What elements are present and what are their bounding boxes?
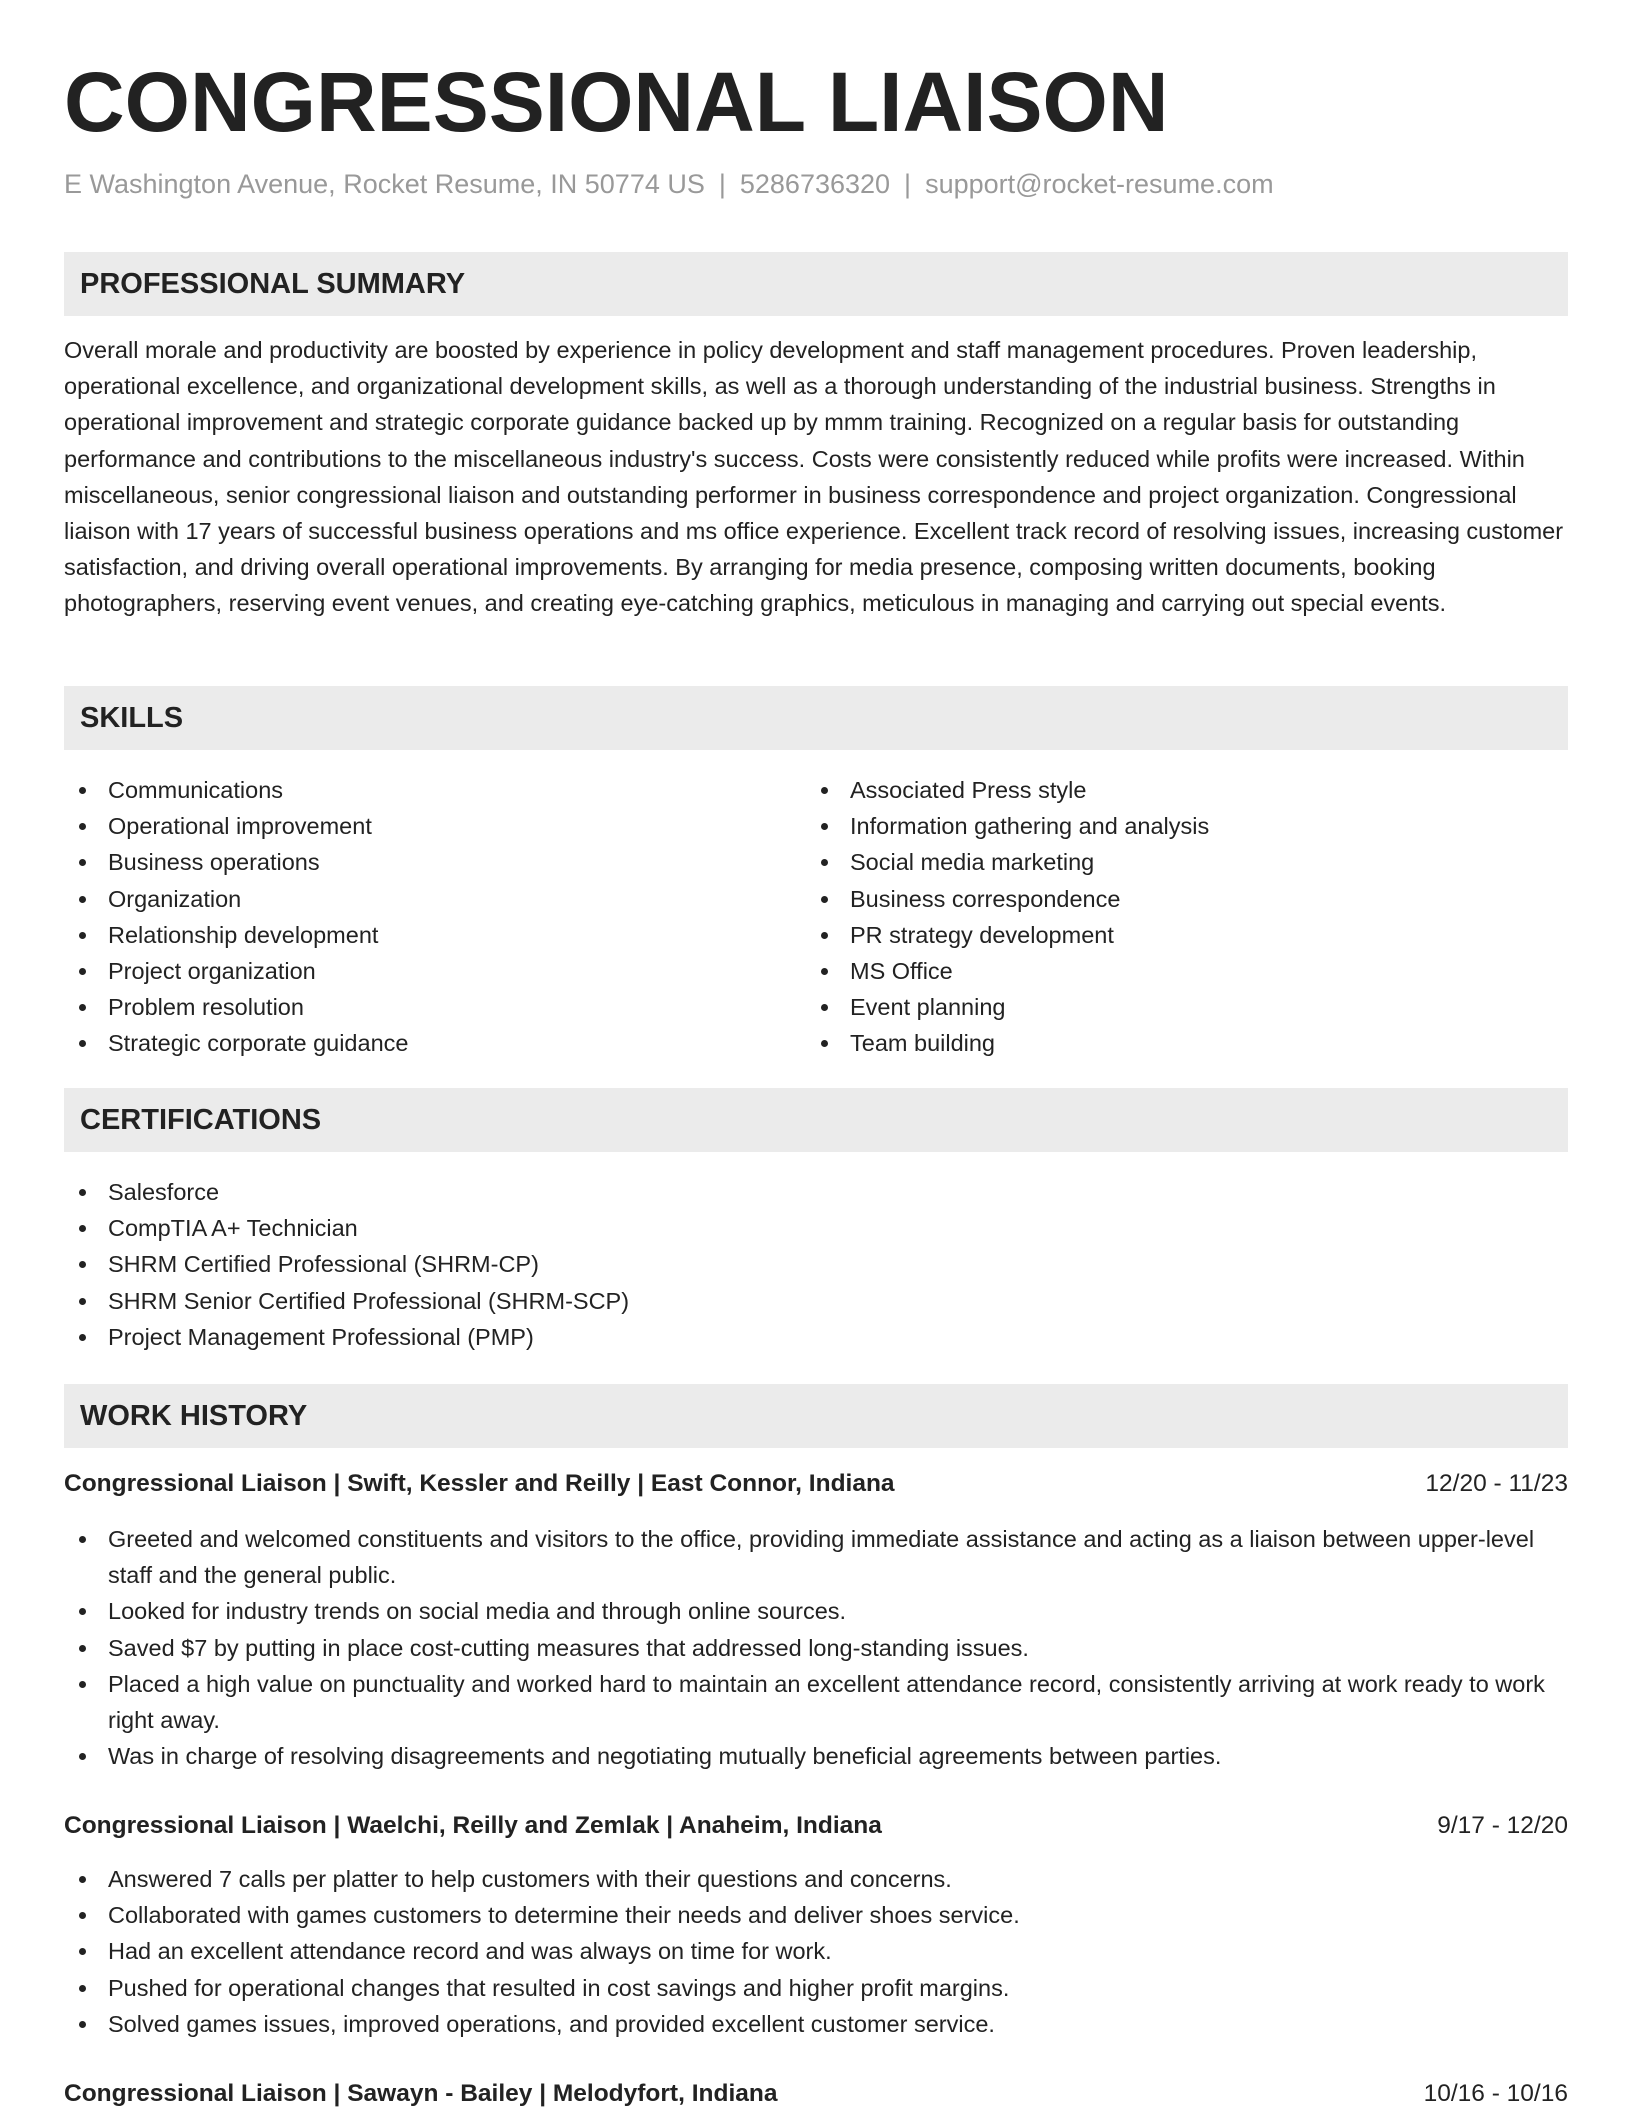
contact-address: E Washington Avenue, Rocket Resume, IN 50774 US [64,169,705,199]
skill-item: Communications [64,772,804,808]
skill-item: PR strategy development [806,917,1546,953]
certifications-list [64,1174,1568,1355]
job-dates: 10/16 - 10/16 [1423,2080,1568,2107]
job-bullet: Pushed for operational changes that resulted in cost savings and higher profit margins. [64,1970,1568,2006]
job-title: Congressional Liaison | Waelchi, Reilly and Zemlak | Anaheim, Indiana [64,1812,882,1839]
skills-section-header [64,686,1568,750]
certification-item: Salesforce [64,1174,1568,1210]
skill-item: Organization [64,881,804,917]
skill-item: Strategic corporate guidance [64,1025,804,1061]
job-header [64,1466,1568,1502]
skill-item: Business correspondence [806,881,1546,917]
job-bullet: Was in charge of resolving disagreements and negotiating mutually beneficial agreements between parties. [64,1738,1568,1774]
job-bullets [64,1861,1568,2042]
certifications-section-title: CERTIFICATIONS [80,1104,322,1136]
summary-section-title: PROFESSIONAL SUMMARY [80,268,466,300]
skill-item: Operational improvement [64,808,804,844]
job-header [64,2076,1568,2112]
job-bullet: Looked for industry trends on social media and through online sources. [64,1593,1568,1629]
skill-item: Relationship development [64,917,804,953]
contact-line [64,166,1274,202]
skill-item: Event planning [806,989,1546,1025]
summary-section-header [64,252,1568,316]
skills-list-left [64,772,804,1062]
job-title: Congressional Liaison | Sawayn - Bailey | Melodyfort, Indiana [64,2080,778,2107]
job-bullet: Answered 7 calls per platter to help customers with their questions and concerns. [64,1861,1568,1897]
certification-item: CompTIA A+ Technician [64,1210,1568,1246]
skill-item: Social media marketing [806,844,1546,880]
skill-item: Business operations [64,844,804,880]
job-bullet: Placed a high value on punctuality and worked hard to maintain an excellent attendance record, consistently arriving at work ready to work right away. [64,1666,1568,1738]
certification-item: Project Management Professional (PMP) [64,1319,1568,1355]
job-bullet: Greeted and welcomed constituents and visitors to the office, providing immediate assistance and acting as a liaison between upper-level staff and the general public. [64,1521,1568,1593]
job-bullet: Saved $7 by putting in place cost-cutting measures that addressed long-standing issues. [64,1630,1568,1666]
resume-name: CONGRESSIONAL LIAISON [64,55,1169,149]
contact-separator: | [904,169,912,199]
job-header [64,1808,1568,1844]
certification-item: SHRM Certified Professional (SHRM-CP) [64,1246,1568,1282]
summary-text: Overall morale and productivity are boosted by experience in policy development and staff management procedures. Proven leadership, operational excellence, and organizational development skills, as well as a thorough understanding of the industrial business. Strengths in operational improvement and strategic corporate guidance backed up by mmm training. Recognized on a regular basis for outstanding performance and contributions to the miscellaneous industry's success. Costs were consistently reduced while profits were increased. Within miscellaneous, senior congressional liaison and outstanding performer in business correspondence and project organization. Congressional liaison with 17 years of successful business operations and ms office experience. Excellent track record of resolving issues, increasing customer satisfaction, and driving overall operational improvements. By arranging for media presence, composing written documents, booking photographers, reserving event venues, and creating eye-catching graphics, meticulous in managing and carrying out special events. [64,337,1564,617]
skill-item: Associated Press style [806,772,1546,808]
work-history-section-header [64,1384,1568,1448]
job-bullets [64,1521,1568,1774]
work-history-section-title: WORK HISTORY [80,1400,308,1432]
skill-item: Team building [806,1025,1546,1061]
job-title: Congressional Liaison | Swift, Kessler and Reilly | East Connor, Indiana [64,1470,895,1497]
skills-list-right [806,772,1546,1062]
job-bullet: Had an excellent attendance record and was always on time for work. [64,1933,1568,1969]
job-dates: 9/17 - 12/20 [1437,1812,1568,1839]
skills-section-title: SKILLS [80,702,184,734]
contact-phone: 5286736320 [739,169,891,199]
job-bullet: Collaborated with games customers to determine their needs and deliver shoes service. [64,1897,1568,1933]
certifications-section-header [64,1088,1568,1152]
skill-item: Information gathering and analysis [806,808,1546,844]
certification-item: SHRM Senior Certified Professional (SHRM-SCP) [64,1283,1568,1319]
job-bullet: Solved games issues, improved operations, and provided excellent customer service. [64,2006,1568,2042]
contact-email: support@rocket-resume.com [925,169,1274,199]
job-dates: 12/20 - 11/23 [1425,1470,1568,1497]
skill-item: Problem resolution [64,989,804,1025]
skill-item: Project organization [64,953,804,989]
contact-separator: | [718,169,726,199]
skill-item: MS Office [806,953,1546,989]
